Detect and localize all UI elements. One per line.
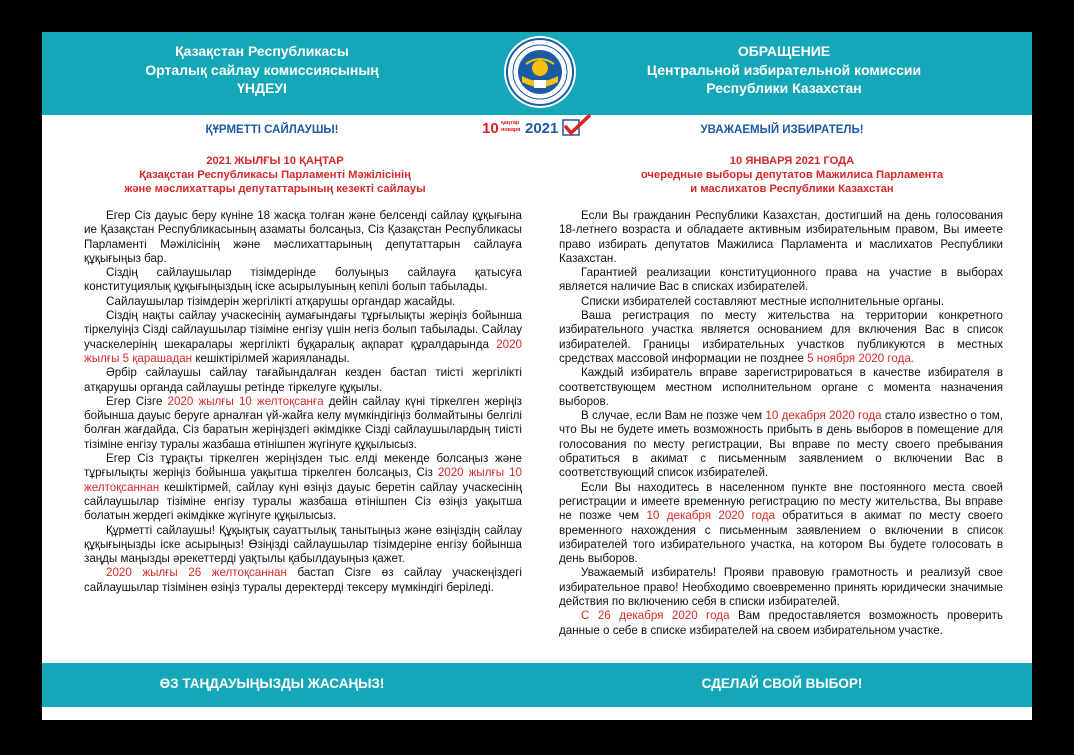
kz-header-title: Қазақстан Республикасы Орталық сайлау комиссиясының ҮНДЕУІ — [145, 43, 379, 96]
paragraph — [559, 295, 1003, 309]
paragraph-text: Сіздің сайлаушылар тізімдерінде болуыңыз сайлауға қатысуға конституциялық құқығыңыздың іске асырылуының кепілі болып табылады. — [84, 266, 522, 294]
paragraph-text: Гарантией реализации конституционного права на участие в выборах является наличие Вас в списках избирателей. — [559, 266, 1003, 294]
logo-year: 2021 — [525, 120, 559, 137]
ru-body-text — [559, 209, 1003, 638]
paragraph — [84, 524, 522, 567]
paragraph — [84, 309, 522, 366]
logo-months: қаңтар января — [501, 120, 521, 133]
paragraph — [84, 209, 522, 266]
ru-greeting: УВАЖАЕМЫЙ ИЗБИРАТЕЛЬ! — [700, 124, 864, 136]
paragraph-text: дейін сайлау күні тіркелген жеріңіз бойынша дауыс беруге арналған үй-жайға келу мүмкіндігіңіз болмайтыны белгілі болған жағдайда, Сіз баратын жеріңіздегі әкімдікке Сізді сайлаушылардың тиісті тізіміне енгізу туралы жазбаша өтінішпен жүгінуге құқылысыз. — [84, 394, 523, 451]
flyer-sheet — [42, 32, 1032, 720]
kz-footer-slogan: ӨЗ ТАҢДАУЫҢЫЗДЫ ЖАСАҢЫЗ! — [159, 676, 385, 691]
paragraph-text: Списки избирателей составляют местные исполнительные органы. — [581, 294, 945, 308]
paragraph-text: Құрметті сайлаушы! Құқықтық сауаттылық танытыңыз және өзіңіздің сайлау құқығыңызды іске асырыңыз! Өзіңізді сайлаушылар тізімдеріне енгізу бойынша заңды маңызды әрекеттерді уақтылы қабылдауыңыз қажет. — [84, 523, 522, 566]
paragraph — [559, 309, 1003, 366]
paragraph — [559, 209, 1003, 266]
paragraph-text: стало известно о том, что Вы не будете иметь возможность прибыть в день выборов в помещение для голосования по месту регистрации, Вы вправе по месту своего пребывания обратиться в акимат с письменным заявлением о включении Вас в соответствующий список избирателей. — [559, 409, 1003, 480]
paragraph-text: Ваша регистрация по месту жительства на территории конкретного избирательного участка является основанием для включения Вас в список избирателей. Границы избирательных участков публикуются в местных средствах массовой информации не позднее — [559, 309, 1003, 365]
kz-subtitle: 2021 ЖЫЛҒЫ 10 ҚАҢТАР Қазақстан Республикасы Парламенті Мәжілісінің және мәслихаттары депутаттарының кезекті сайлауы — [124, 155, 426, 196]
paragraph — [84, 366, 522, 395]
kz-body-text — [84, 209, 522, 595]
paragraph — [84, 295, 522, 309]
paragraph-text: В случае, если Вам не позже чем — [581, 409, 766, 423]
paragraph-text: Если Вы находитесь в населенном пункте вне постоянного места своей регистрации и имеете временную регистрацию по месту жительства, Вы вправе не позже чем — [559, 480, 1003, 523]
highlighted-date: 5 ноября 2020 года. — [807, 351, 915, 365]
paragraph — [559, 266, 1003, 295]
paragraph-text: бастап Сізге өз сайлау учаскеңіздегі сайлаушылар тізімінен өзіңіз туралы деректерді тексеру мүмкіндігі беріледі. — [84, 566, 522, 594]
ru-header-title: ОБРАЩЕНИЕ Центральной избирательной комиссии Республики Казахстан — [646, 43, 922, 96]
paragraph — [559, 409, 1003, 480]
paragraph-text: Сайлаушылар тізімдерін жергілікті атқарушы органдар жасайды. — [106, 294, 456, 308]
highlighted-date: 2020 жылғы 5 қарашадан — [84, 337, 522, 365]
ru-footer-slogan: СДЕЛАЙ СВОЙ ВЫБОР! — [701, 676, 863, 691]
cec-emblem-icon — [504, 36, 576, 108]
paragraph-text: Егер Сіз дауыс беру күніне 18 жасқа толған және белсенді сайлау құқығына ие Қазақстан Республикасының азаматы болсаңыз, Сіз Қазақстан Республикасы Парламенті Мәжілісінің және мәслихаттарының депутаттарын сайлауға құқығыңыз бар. — [84, 209, 522, 265]
paragraph-text: обратиться в акимат по месту своего временного нахождения с письменным заявлением о включении в список избирателей того избирательного участка, на котором Вы будете голосовать в день выборов. — [559, 509, 1003, 566]
logo-day: 10 — [482, 120, 499, 137]
highlighted-date: 2020 жылғы 26 желтоқсаннан — [106, 566, 287, 580]
paragraph-text: Каждый избиратель вправе зарегистрироваться в качестве избирателя в соответствующем местном исполнительном органе с момента назначения выборов. — [559, 366, 1003, 408]
paragraph-text: Если Вы гражданин Республики Казахстан, достигший на день голосования 18-летнего возраста и обладаете активным избирательным правом, Вы имеете право избирать депутатов Мажилиса Парламента и маслихатов Республики Казахстан. — [559, 209, 1003, 265]
footer-band — [42, 663, 1032, 707]
paragraph — [559, 566, 1003, 609]
highlighted-date: 10 декабря 2020 года — [646, 509, 775, 523]
paragraph — [84, 395, 522, 452]
highlighted-date: 2020 жылғы 10 желтоқсаннан — [84, 466, 522, 494]
ru-subtitle: 10 ЯНВАРЯ 2021 ГОДА очередные выборы депутатов Мажилиса Парламента и маслихатов Республики Казахстан — [640, 155, 944, 196]
paragraph-text: Уважаемый избиратель! Прояви правовую грамотность и реализуй свое избирательное право! Необходимо своевременно принять юридически значимые действия по включению себя в списки избирателей. — [559, 566, 1003, 609]
paragraph — [84, 266, 522, 295]
paragraph-text: Егер Сізге — [106, 394, 168, 408]
paragraph — [559, 609, 1003, 638]
highlighted-date: 2020 жылғы 10 желтоқсанға — [167, 394, 324, 408]
kz-greeting: ҚҰРМЕТТІ САЙЛАУШЫ! — [205, 124, 339, 136]
paragraph — [84, 566, 522, 595]
highlighted-date: 10 декабря 2020 года — [765, 409, 882, 423]
paragraph — [559, 366, 1003, 409]
header-band — [42, 32, 1032, 115]
paragraph-text: Әрбір сайлаушы сайлау тағайындалған кезден бастап тиісті жергілікті атқарушы органда сайлаушы ретінде тіркелуге құқылы. — [84, 366, 522, 394]
highlighted-date: С 26 декабря 2020 года — [581, 609, 730, 623]
paragraph-text: Вам предоставляется возможность проверить данные о себе в списке избирателей на своем избирательном участке. — [559, 609, 1003, 637]
paragraph — [559, 481, 1003, 567]
paragraph-text: кешіктірмей, сайлау күні өзіңіз дауыс беретін сайлау учаскесінің сайлаушылар тізіміне енгізу туралы жазбаша өтінішпен Сіз өзіңіз уақытша болатын жердегі әкімдікке жүгінуге құқылысыз. — [84, 480, 522, 523]
paragraph-text: Сіздің нақты сайлау учаскесінің аумағындағы тұрғылықты жеріңіз бойынша тіркелуіңіз Сізді сайлаушылар тізіміне енгізу үшін негіз болып табылады. Сайлау учаскелерінің шекаралары жергілікті бұқаралық ақпарат құралдарында — [84, 309, 522, 351]
paragraph-text: кешіктірілмей жарияланады. — [192, 351, 350, 365]
paragraph-text: Егер Сіз тұрақты тіркелген жеріңізден тыс елді мекенде болсаңыз және тұрғылықты жеріңіз бойынша уақытша тіркелген болсаңыз, Сіз — [84, 452, 522, 480]
paragraph — [84, 452, 522, 523]
